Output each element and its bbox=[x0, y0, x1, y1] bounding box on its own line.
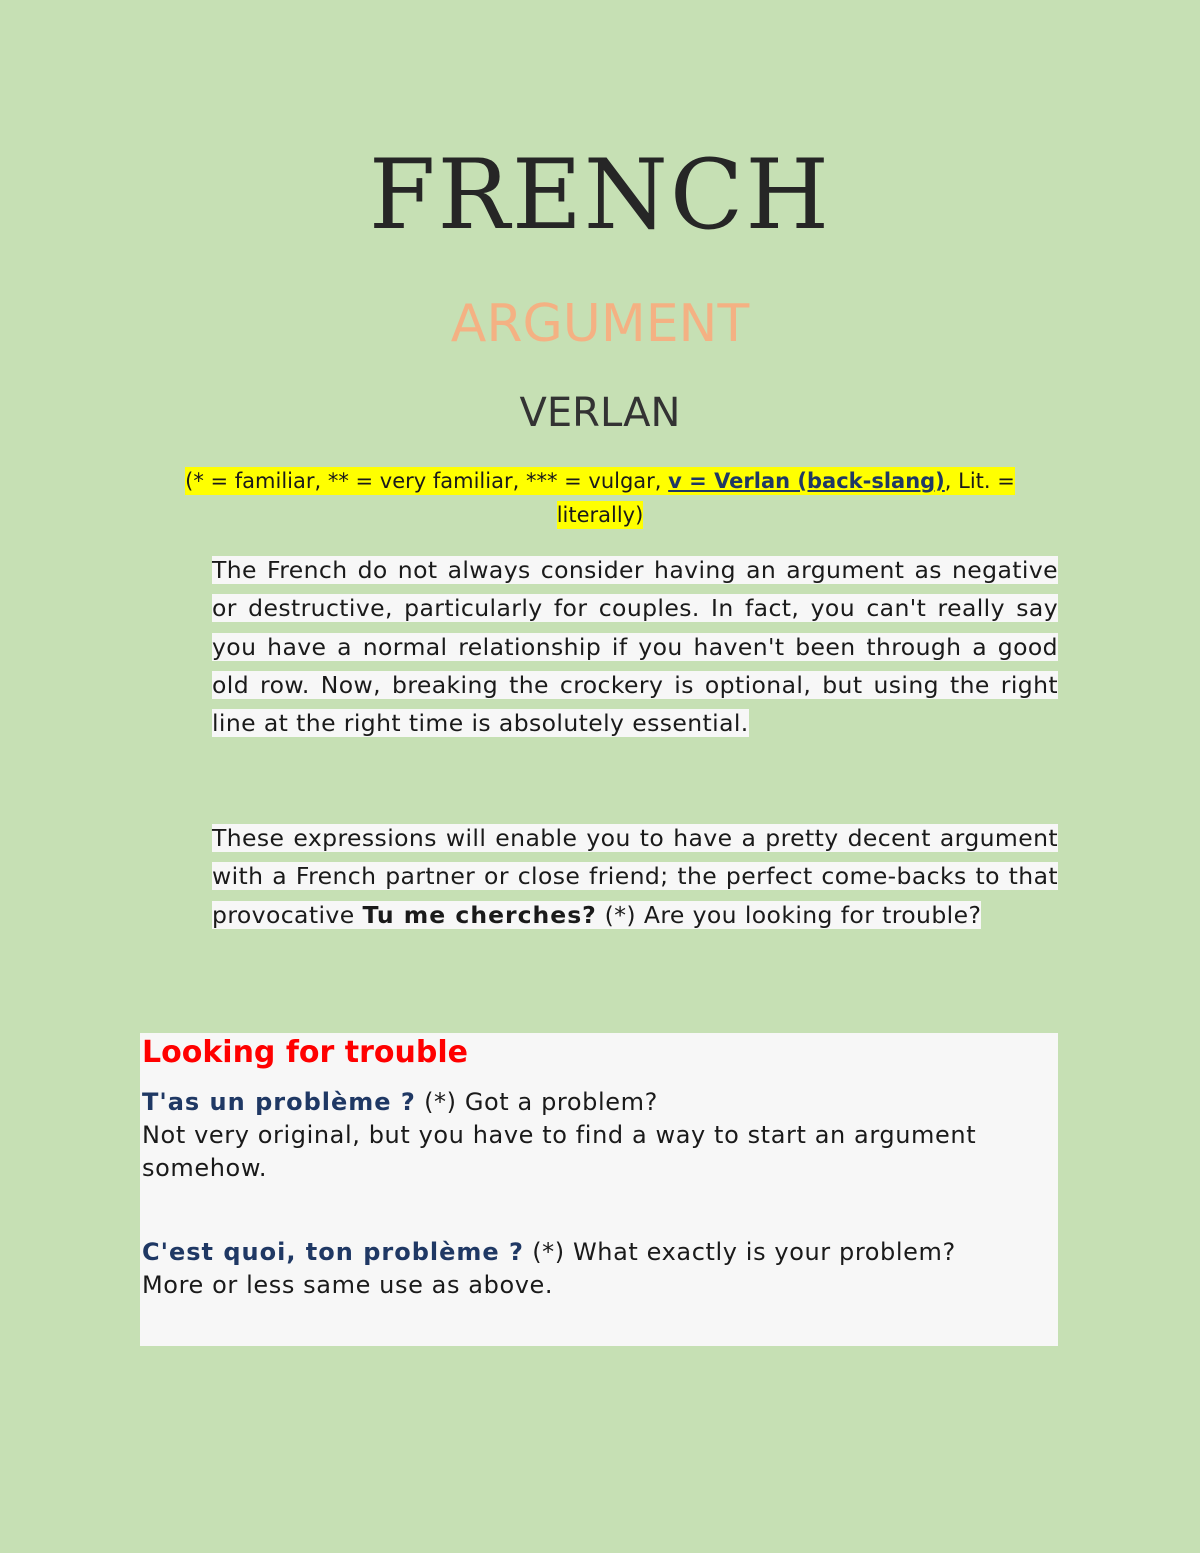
expression-english: Got a problem? bbox=[464, 1088, 658, 1116]
intro-paragraph-2-translation: (*) Are you looking for trouble? bbox=[596, 900, 982, 929]
legend-text-start: (* = familiar, ** = very familiar, *** = vulgar, bbox=[185, 469, 669, 493]
document-subtitle: ARGUMENT bbox=[450, 294, 750, 354]
expressions-section bbox=[140, 1033, 1058, 1346]
expression-note: Not very original, but you have to find a way to start an argument somehow. bbox=[142, 1121, 977, 1182]
legend-verlan-link[interactable]: v = Verlan (back-slang) bbox=[668, 469, 945, 493]
intro-paragraph-2-text: These expressions will enable you to have a pretty decent argument with a French partner or close friend; the perfect come-backs to that provocative bbox=[212, 824, 1058, 929]
legend-text-end: , Lit. = literally) bbox=[556, 469, 1015, 527]
expression-note: More or less same use as above. bbox=[142, 1271, 554, 1299]
expression-english: What exactly is your problem? bbox=[572, 1238, 956, 1266]
register-legend bbox=[140, 464, 1060, 532]
section-heading: Looking for trouble bbox=[142, 1035, 468, 1070]
intro-paragraph-1 bbox=[212, 551, 1058, 742]
expression-french: T'as un problème ? bbox=[142, 1088, 416, 1116]
document-subtitle-secondary: VERLAN bbox=[519, 390, 681, 436]
expression-entry bbox=[142, 1086, 1042, 1185]
intro-paragraph-1-text: The French do not always consider having an argument as negative or destructive, particularly for couples. In fact, you can't really say you have a normal relationship if you haven't been through a good old row. Now, breaking the crockery is optional, but using the right line at the right time is absolutely essential. bbox=[212, 556, 1058, 738]
expression-entry bbox=[142, 1236, 1042, 1302]
document-title: FRENCH bbox=[368, 139, 832, 251]
expression-french: C'est quoi, ton problème ? bbox=[142, 1238, 524, 1266]
expression-register: (*) bbox=[523, 1238, 573, 1266]
intro-french-phrase: Tu me cherches? bbox=[362, 900, 597, 929]
intro-paragraph-2 bbox=[212, 819, 1058, 934]
expression-register: (*) bbox=[415, 1088, 465, 1116]
